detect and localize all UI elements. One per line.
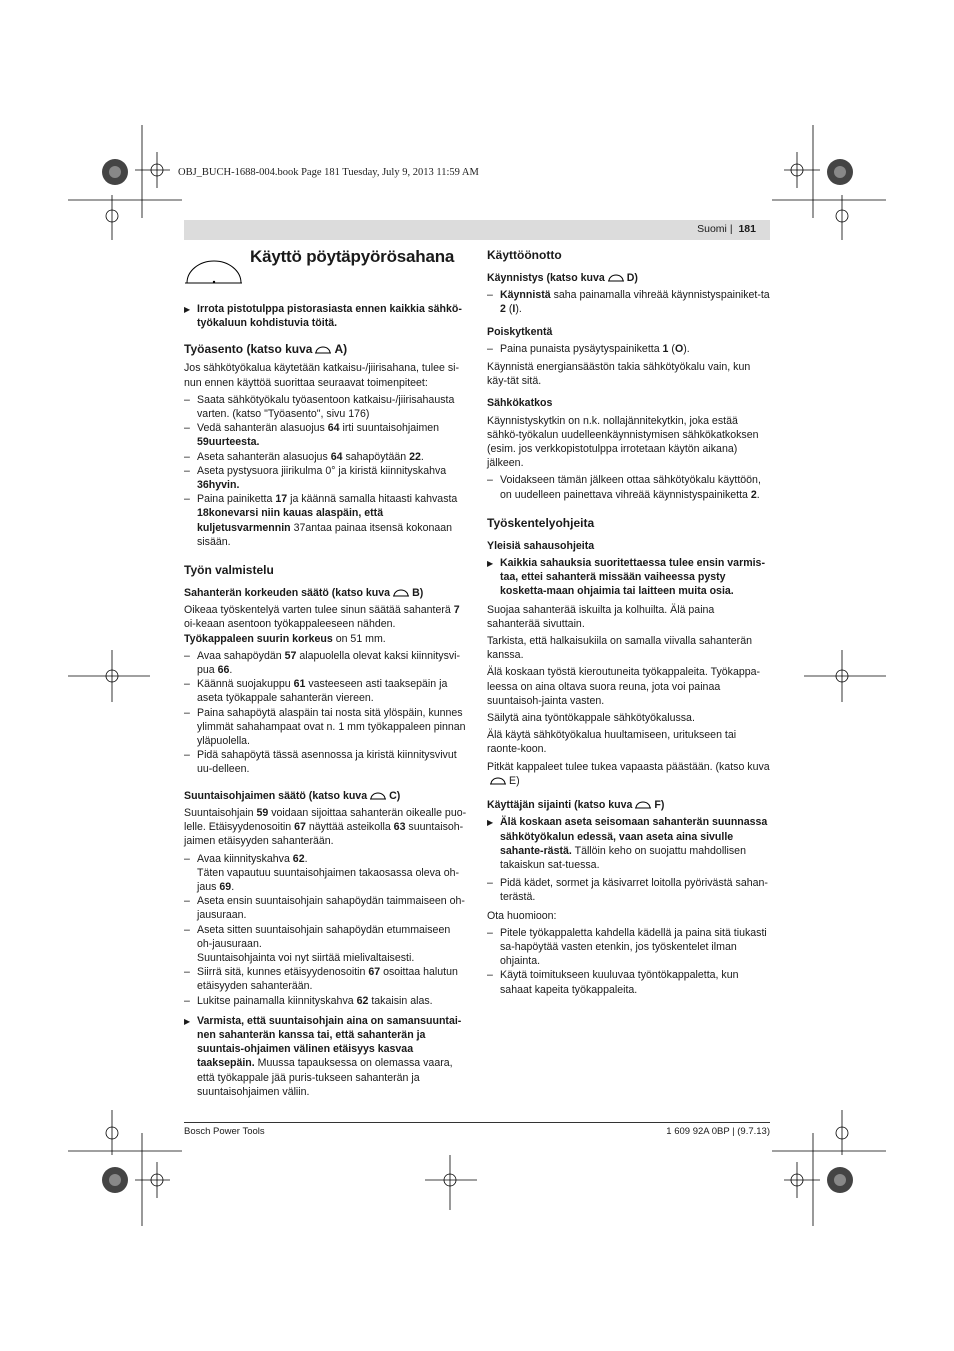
list-item: – Pidä sahapöytä tässä asennossa ja kiristä kiinnitysvivut uu-delleen. [184, 748, 467, 776]
figure-ref-icon [608, 274, 624, 282]
right-column [487, 246, 770, 997]
page-title: Käyttö pöytäpyörösahana [250, 247, 455, 266]
figure-ref-icon [393, 589, 409, 597]
safety-warning-3: ▶ Kaikkia sahauksia suoritettaessa tulee ensin varmis-taa, ettei sahanterä missään vaiheessa pysty kosketta-maan ohjaimia tai laitteen muita osia. [487, 556, 770, 599]
figure-ref-icon [315, 346, 331, 354]
list-item-continuation: Suuntaisohjainta voi nyt siirtää mielivaltaisesti. [197, 951, 415, 964]
figure-ref-icon [635, 801, 651, 809]
list-item: – Aseta sahanterän alasuojus 64 sahapöytään 22. [184, 450, 467, 464]
language-label: Suomi [697, 223, 727, 235]
print-slug: OBJ_BUCH-1688-004.book Page 181 Tuesday, July 9, 2013 11:59 AM [178, 167, 479, 178]
subsection-title-blade-height: Sahanterän korkeuden säätö (katso kuva B) [184, 587, 424, 600]
paragraph: Ota huomioon: [487, 909, 557, 922]
page-header-bar [184, 220, 770, 240]
safety-warning-2: ▶ Varmista, että suuntaisohjain aina on samansuuntai-nen sahanterän kanssa tai, että sahanterän ja suuntais-ohjaimen välinen etäisyys kasvaa taaksepäin. Muussa tapauksessa on olemassa vaara, että työkappale jää puris-tukseen sahanterän ja suuntaisohjaimen väliin. [184, 1014, 467, 1099]
list-item: – Siirrä sitä, kunnes etäisyydenosoitin 67 osoittaa halutun etäisyyden sahanterään. [184, 965, 467, 993]
section-title-startup: Käyttöönotto [487, 248, 562, 262]
list-item: – Pitele työkappaletta kahdella kädellä ja paina sitä tiukasti sa-hapöytää vasten etenkin, jos työskentelet ilman ohjainta. [487, 926, 770, 969]
subsection-title-power-failure: Sähkökatkos [487, 397, 553, 410]
header-separator: | [729, 223, 733, 235]
paragraph: Tarkista, että halkaisukiila on samalla viivalla sahanterän kanssa. [487, 635, 752, 662]
subsection-title-switch-on: Käynnistys (katso kuva D) [487, 272, 638, 284]
list-item: – Aseta ensin suuntaisohjain sahapöydän taimmaiseen oh-jausuraan. [184, 894, 467, 922]
list-item: – Paina painiketta 17 ja käännä samalla hitaasti kahvasta 18konevarsi niin kauas alaspäin, että kuljetusvarmennin 37antaa painaa itsensä kokonaan sisään. [184, 492, 467, 549]
list-item: – Voidakseen tämän jälkeen ottaa sähkötyökalu käyttöön, on uudelleen painettava vihreää käynnistyspainiketta 2. [487, 473, 770, 501]
list-item: – Paina sahapöytä alaspäin tai nosta sitä ylöspäin, kunnes ylimmät sahahampaat ovat n. 1 mm työkappaleen pinnan yläpuolella. [184, 706, 467, 749]
paragraph: Pitkät kappaleet tulee tukea vapaasta päästään. (katso kuvaE) [487, 760, 770, 787]
list-item: – Avaa sahapöydän 57 alapuolella olevat kaksi kiinnitysvi-pua 66. [184, 649, 467, 677]
paragraph: Jos sähkötyökalua käytetään katkaisu-/jiirisahana, tulee si-nun ennen käyttöä suorittaa seuraavat toimenpiteet: [184, 362, 459, 389]
list-work-position [184, 393, 467, 549]
left-column [184, 246, 467, 1103]
section-title-preparation: Työn valmistelu [184, 563, 274, 578]
safety-warning-4: ▶ Älä koskaan aseta seisomaan sahanterän suunnassa sähkötyökalun edessä, vaan aseta aina sivulle sahante-rästä. Tällöin keho on suojattu mahdollisen takaiskun sat-tuessa. [487, 815, 770, 872]
list-item: – Avaa kiinnityskahva 62. [184, 852, 467, 866]
list-item: – Aseta pystysuora jiirikulma 0° ja kiristä kiinnityskahva 36hyvin. [184, 464, 467, 492]
paragraph: Älä koskaan työstä kieroutuneita työkappaleita. Työkappa-leessa on aina oltava suora reuna, jota voi painaa suuntaisoh-jainta vasten. [487, 666, 761, 707]
subsection-title-general-sawing: Yleisiä sahausohjeita [487, 539, 595, 552]
paragraph: Käynnistä energiansäästön takia sähkötyökalu vain, kun käy-tät sitä. [487, 361, 751, 388]
list-item: – Lukitse painamalla kiinnityskahva 62 takaisin alas. [184, 994, 467, 1008]
footer-brand: Bosch Power Tools [184, 1126, 265, 1137]
subsection-title-user-position: Käyttäjän sijainti (katso kuva F) [487, 799, 665, 812]
page-header [697, 223, 756, 235]
footer-divider [184, 1122, 770, 1123]
paragraph: Suojaa sahanterää iskuilta ja kolhuilta. Älä paina sahanterää sivuttain. [487, 603, 715, 630]
figure-ref-icon [370, 792, 386, 800]
list-item: – Vedä sahanterän alasuojus 64 irti suuntaisohjaimen 59uurteesta. [184, 421, 467, 449]
subsection-title-rip-fence: Suuntaisohjaimen säätö (katso kuva C) [184, 789, 401, 802]
list-item: – Käytä toimitukseen kuuluvaa työntökappaletta, kun sahaat kapeita työkappaleita. [487, 968, 770, 996]
paragraph: Suuntaisohjain 59 voidaan sijoittaa sahanterän oikealle puo-lelle. Etäisyydenosoitin 67 näyttää asteikolla 63 suuntaisoh-jaimen etäisyyden sahanterään. [184, 806, 467, 848]
page-number: 181 [738, 223, 756, 235]
paragraph: Älä käytä sähkötyökalua huultamiseen, uritukseen tai raonte-koon. [487, 729, 737, 756]
list-item-continuation: Täten vapautuu suuntaisohjaimen takaosassa oleva oh-jaus 69. [197, 866, 460, 893]
paragraph: Oikeaa työskentelyä varten tulee sinun säätää sahanterä 7 oi-keaan asentoon työkappaleeseen nähden. Työkappaleen suurin korkeus on 51 mm. [184, 604, 460, 645]
list-item: – Paina punaista pysäytyspainiketta 1 (O). [487, 342, 770, 356]
paragraph: Säilytä aina työntökappale sähkötyökalussa. [487, 712, 695, 725]
section-title-work-position: Työasento (katso kuva A) [184, 342, 348, 357]
list-item: – Aseta sitten suuntaisohjain sahapöydän etummaiseen oh-jausuraan. [184, 923, 467, 951]
figure-ref-icon [490, 777, 506, 785]
footer-doc-number: 1 609 92A 0BP | (9.7.13) [666, 1126, 770, 1137]
list-item: – Pidä kädet, sormet ja käsivarret loitolla pyörivästä sahan-terästä. [487, 876, 770, 904]
subsection-title-switch-off: Poiskytkentä [487, 325, 553, 338]
list-item: – Käynnistä saha painamalla vihreää käynnistyspainiket-ta 2 (I). [487, 288, 770, 316]
paragraph: Käynnistyskytkin on n.k. nollajännitekytkin, joka estää sähkö-työkalun uudelleenkäynnistymisen sähkökatkoksen (esim. jos verkkopistotulppa irrotetaan käytön aikana) jälkeen. [487, 414, 759, 470]
section-title-working-advice: Työskentelyohjeita [487, 515, 595, 530]
table-saw-icon [184, 256, 242, 284]
list-item: – Saata sähkötyökalu työasentoon katkaisu-/jiirisahausta varten. (katso "Työasento", sivu 176) [184, 393, 467, 421]
list-item: – Käännä suojakuppu 61 vasteeseen asti taaksepäin ja aseta työkappale sahanterän viereen. [184, 677, 467, 705]
safety-warning-1: ▶ Irrota pistotulppa pistorasiasta ennen kaikkia sähkö-työkaluun kohdistuvia töitä. [184, 302, 467, 330]
